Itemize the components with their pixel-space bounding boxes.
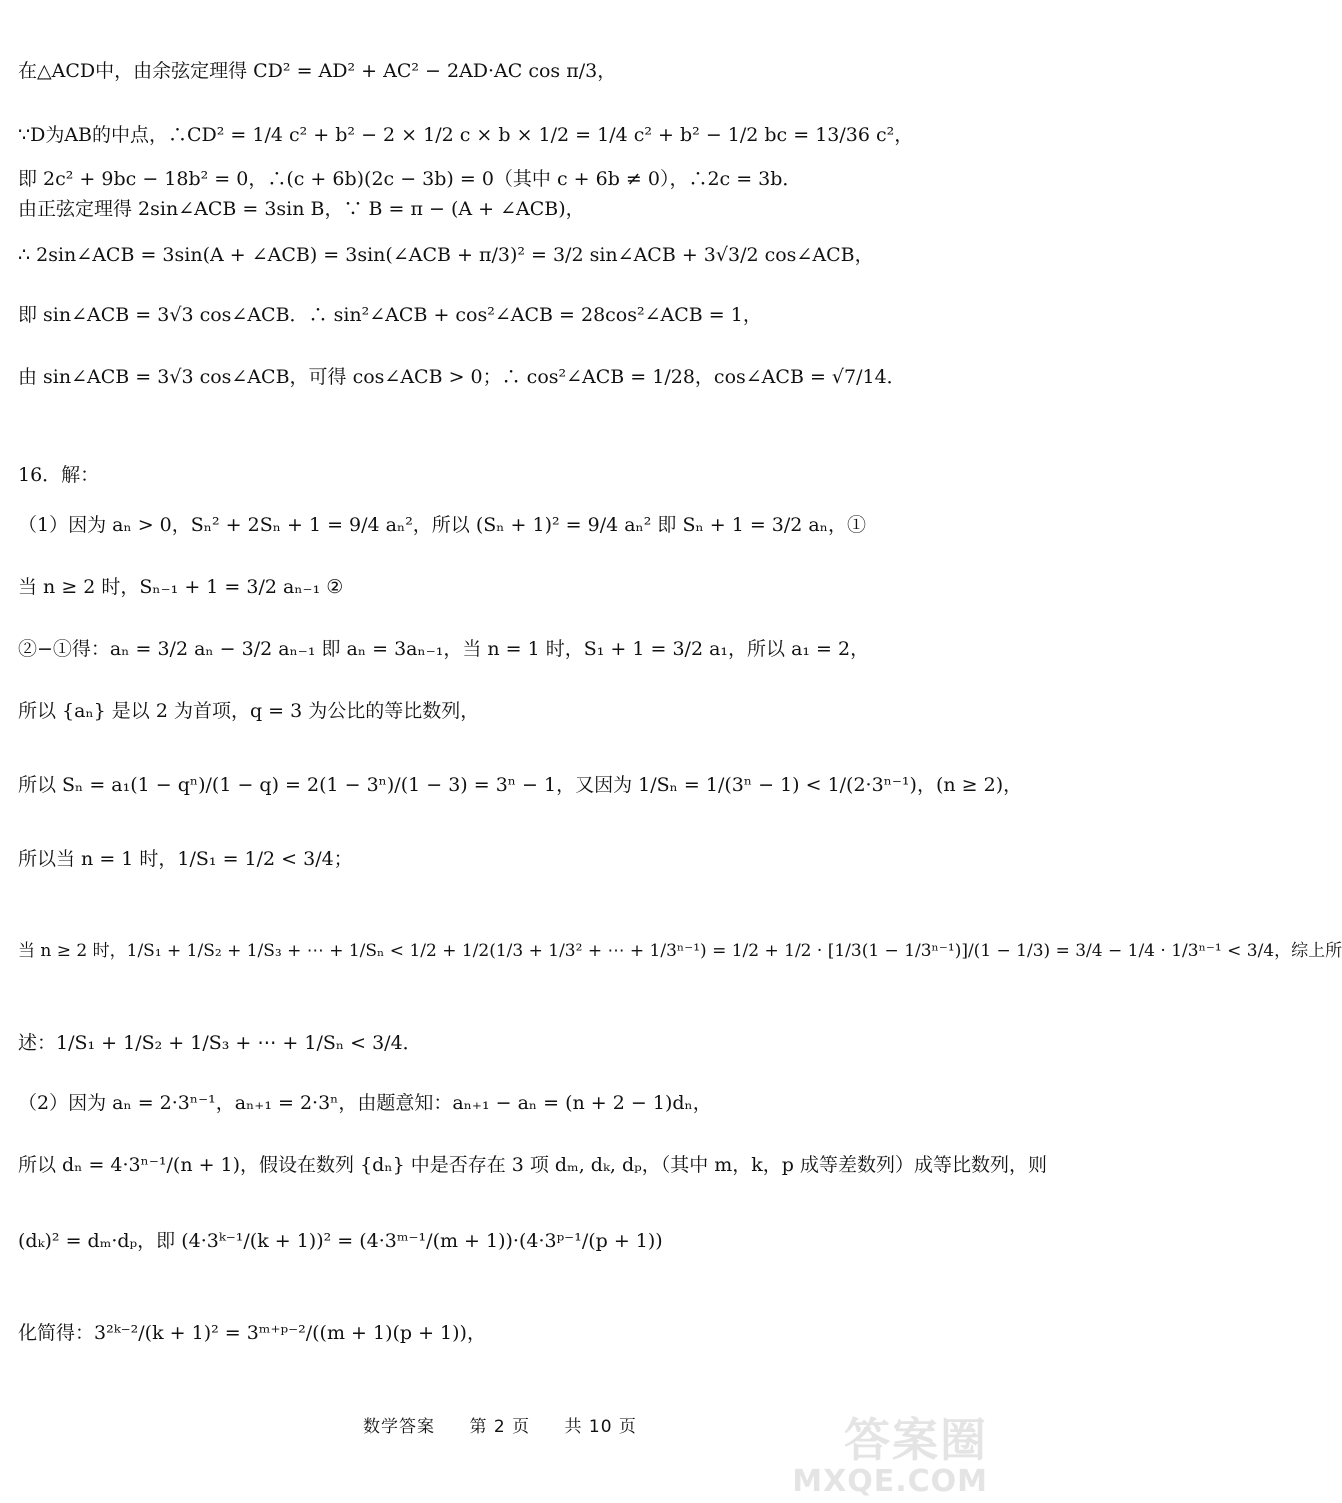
- text-line: 化简得：3²ᵏ⁻²/(k + 1)² = 3ᵐ⁺ᵖ⁻²/((m + 1)(p + 1))，: [18, 1322, 486, 1344]
- text-line: 所以 dₙ = 4·3ⁿ⁻¹/(n + 1)，假设在数列 {dₙ} 中是否存在 3 项 dₘ, dₖ, dₚ，（其中 m，k，p 成等差数列）成等比数列，则: [18, 1154, 1047, 1176]
- text-line: 所以 Sₙ = a₁(1 − qⁿ)/(1 − q) = 2(1 − 3ⁿ)/(1 − 3) = 3ⁿ − 1，又因为 1/Sₙ = 1/(3ⁿ − 1) < 1/(2·3ⁿ⁻¹)，(n ≥ 2)，: [18, 774, 1023, 796]
- watermark-logo: [792, 1413, 988, 1499]
- problem-heading: 16．解：: [18, 464, 100, 486]
- text-line: （2）因为 aₙ = 2·3ⁿ⁻¹，aₙ₊₁ = 2·3ⁿ，由题意知：aₙ₊₁ − aₙ = (n + 2 − 1)dₙ，: [18, 1092, 712, 1114]
- watermark-text: 答案圈: [844, 1413, 988, 1467]
- text-line: (dₖ)² = dₘ·dₚ，即 (4·3ᵏ⁻¹/(k + 1))² = (4·3ᵐ⁻¹/(m + 1))·(4·3ᵖ⁻¹/(p + 1)): [18, 1230, 663, 1252]
- watermark-site: MXQE.COM: [792, 1464, 988, 1499]
- text-line: 即 sin∠ACB = 3√3 cos∠ACB．∴ sin²∠ACB + cos²∠ACB = 28cos²∠ACB = 1，: [18, 304, 762, 326]
- text-line: 当 n ≥ 2 时，1/S₁ + 1/S₂ + 1/S₃ + ⋯ + 1/Sₙ < 1/2 + 1/2(1/3 + 1/3² + ⋯ + 1/3ⁿ⁻¹) = 1/2 + 1/2 · [1/3(1 − 1/3ⁿ⁻¹)]/(1 − 1/3) = 3/4 − 1/4 · 1/3ⁿ⁻¹ < 3/4，综上所: [18, 941, 1342, 961]
- text-line: （1）因为 aₙ > 0，Sₙ² + 2Sₙ + 1 = 9/4 aₙ²，所以 (Sₙ + 1)² = 9/4 aₙ² 即 Sₙ + 1 = 3/2 aₙ，①: [18, 514, 866, 536]
- text-line: 由正弦定理得 2sin∠ACB = 3sin B，∵ B = π − (A + ∠ACB)，: [18, 198, 585, 220]
- footer-subject: 数学答案: [363, 1417, 436, 1437]
- text-line: ∵D为AB的中点，∴CD² = 1/4 c² + b² − 2 × 1/2 c × b × 1/2 = 1/4 c² + b² − 1/2 bc = 13/36 c²，: [18, 124, 914, 146]
- text-line: 所以 {aₙ} 是以 2 为首项，q = 3 为公比的等比数列，: [18, 700, 480, 722]
- text-line: 所以当 n = 1 时，1/S₁ = 1/2 < 3/4；: [18, 848, 353, 870]
- text-line: ∴ 2sin∠ACB = 3sin(A + ∠ACB) = 3sin(∠ACB + π/3)² = 3/2 sin∠ACB + 3√3/2 cos∠ACB，: [18, 244, 874, 266]
- text-line: ②−①得：aₙ = 3/2 aₙ − 3/2 aₙ₋₁ 即 aₙ = 3aₙ₋₁，当 n = 1 时，S₁ + 1 = 3/2 a₁，所以 a₁ = 2，: [18, 638, 870, 660]
- footer-page-number: 第 2 页: [469, 1417, 531, 1437]
- text-line: 即 2c² + 9bc − 18b² = 0，∴(c + 6b)(2c − 3b) = 0（其中 c + 6b ≠ 0），∴2c = 3b．: [18, 168, 802, 190]
- text-line: 由 sin∠ACB = 3√3 cos∠ACB，可得 cos∠ACB > 0；∴ cos²∠ACB = 1/28，cos∠ACB = √7/14．: [18, 366, 906, 388]
- text-line: 当 n ≥ 2 时，Sₙ₋₁ + 1 = 3/2 aₙ₋₁ ②: [18, 576, 344, 598]
- text-line: 在△ACD中，由余弦定理得 CD² = AD² + AC² − 2AD·AC cos π/3，: [18, 60, 617, 82]
- text-line: 述：1/S₁ + 1/S₂ + 1/S₃ + ⋯ + 1/Sₙ < 3/4．: [18, 1032, 422, 1054]
- footer-total-pages: 共 10 页: [564, 1417, 637, 1437]
